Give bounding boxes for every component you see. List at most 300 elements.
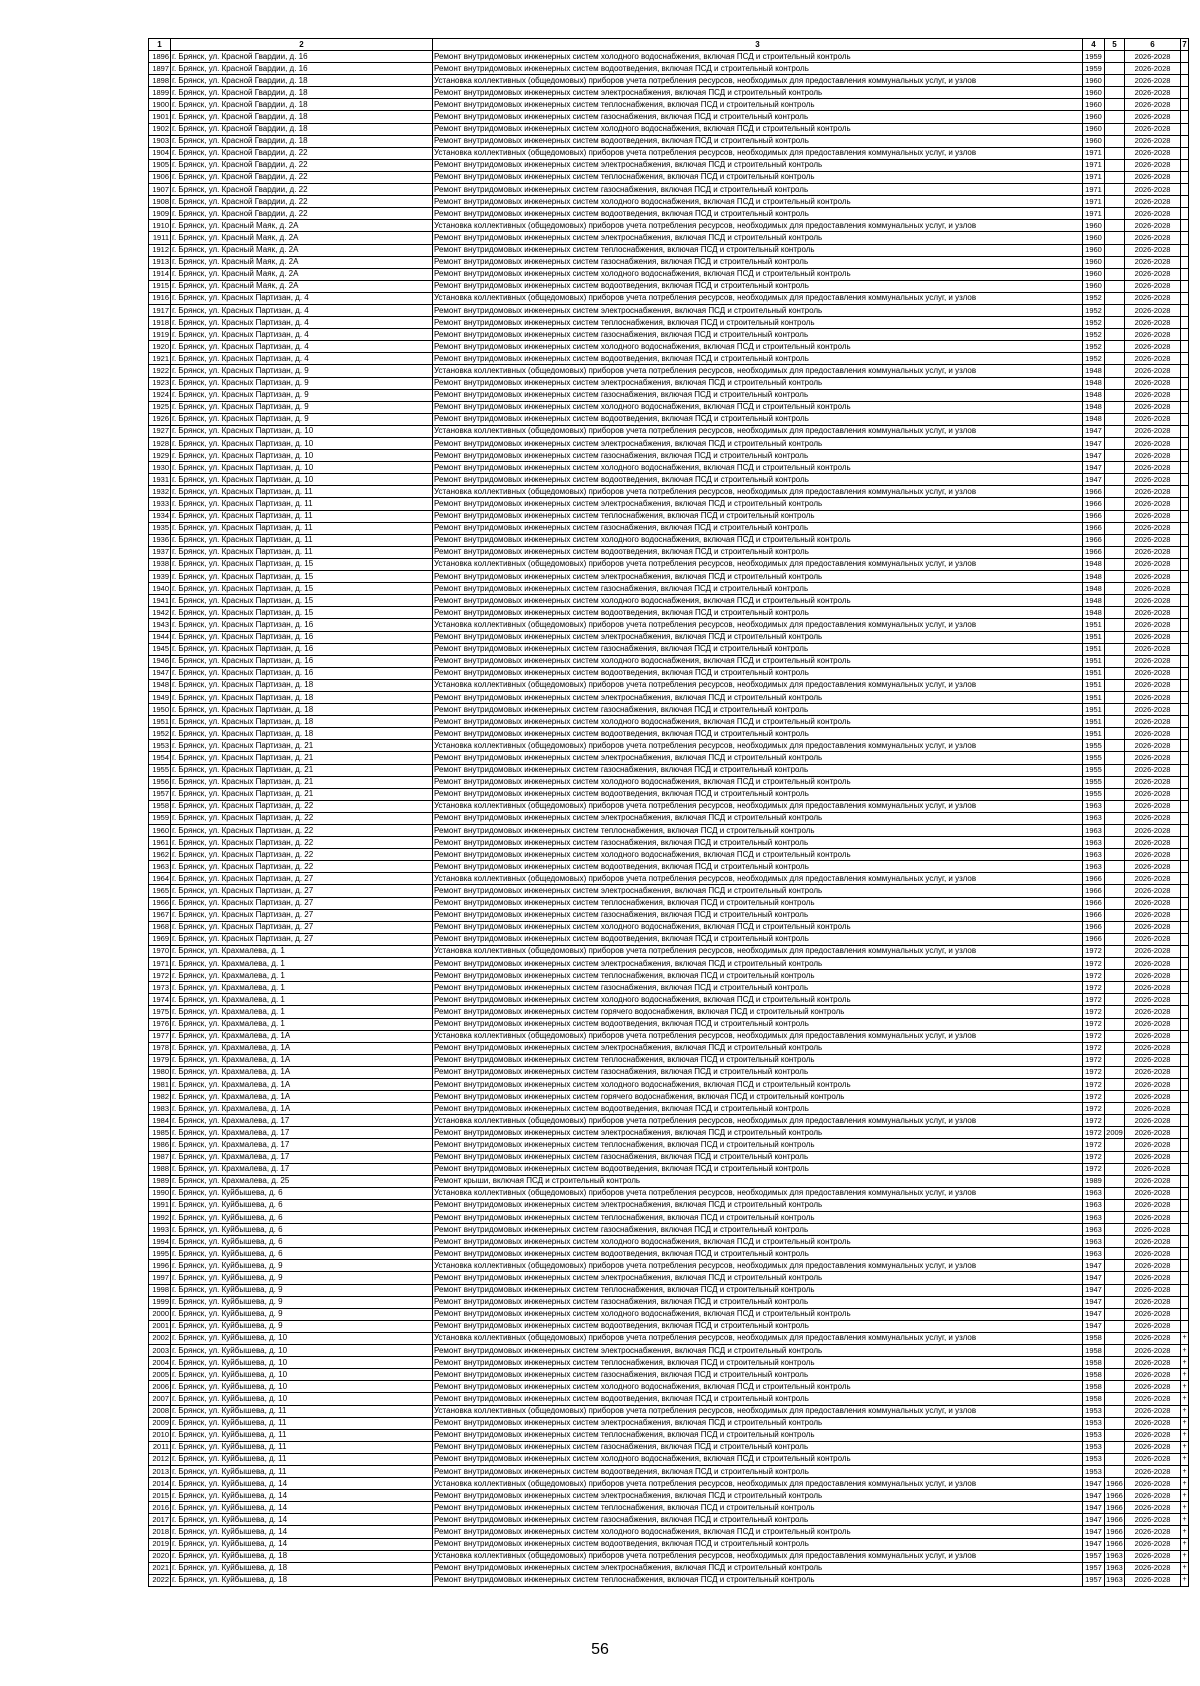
table-row [149,1212,1189,1224]
row-repair-year [1105,1054,1125,1066]
row-repair-year: 1963 [1105,1562,1125,1574]
row-repair-year [1105,885,1125,897]
row-period: 2026-2028 [1125,776,1181,788]
row-period: 2026-2028 [1125,268,1181,280]
row-address: г. Брянск, ул. Красный Маяк, д. 2А [171,220,433,232]
row-repair-year [1105,595,1125,607]
row-repair-year [1105,558,1125,570]
row-mark [1181,1199,1189,1211]
row-address: г. Брянск, ул. Красной Гвардии, д. 22 [171,184,433,196]
row-period: 2026-2028 [1125,401,1181,413]
row-work-type: Ремонт внутридомовых инженерных систем газоснабжения, включая ПСД и строительный контроль [433,329,1083,341]
row-work-type: Установка коллективных (общедомовых) приборов учета потребления ресурсов, необходимых для предоставления коммунальных услуг, и узлов [433,619,1083,631]
table-row [149,1453,1189,1465]
row-mark [1181,1030,1189,1042]
row-repair-year [1105,1151,1125,1163]
row-repair-year [1105,1091,1125,1103]
table-row [149,1574,1189,1586]
row-address: г. Брянск, ул. Красных Партизан, д. 10 [171,462,433,474]
row-period: 2026-2028 [1125,171,1181,183]
table-row [149,716,1189,728]
row-number: 1996 [149,1260,171,1272]
col-header-4: 4 [1083,39,1105,51]
row-number: 1999 [149,1296,171,1308]
row-build-year: 1963 [1083,825,1105,837]
row-number: 2016 [149,1502,171,1514]
row-number: 1960 [149,825,171,837]
table-row [149,147,1189,159]
row-mark [1181,99,1189,111]
row-work-type: Ремонт внутридомовых инженерных систем газоснабжения, включая ПСД и строительный контроль [433,1369,1083,1381]
row-repair-year [1105,1272,1125,1284]
table-row [149,704,1189,716]
row-repair-year [1105,111,1125,123]
row-work-type: Ремонт внутридомовых инженерных систем газоснабжения, включая ПСД и строительный контроль [433,837,1083,849]
table-row [149,812,1189,824]
row-work-type: Ремонт внутридомовых инженерных систем теплоснабжения, включая ПСД и строительный контроль [433,970,1083,982]
row-mark [1181,1248,1189,1260]
row-build-year: 1960 [1083,123,1105,135]
row-period: 2026-2028 [1125,1465,1181,1477]
table-row [149,1272,1189,1284]
row-address: г. Брянск, ул. Куйбышева, д. 9 [171,1260,433,1272]
row-number: 1984 [149,1115,171,1127]
row-work-type: Ремонт внутридомовых инженерных систем электроснабжения, включая ПСД и строительный контроль [433,1490,1083,1502]
row-number: 1944 [149,631,171,643]
row-repair-year [1105,921,1125,933]
row-number: 1992 [149,1212,171,1224]
row-address: г. Брянск, ул. Красной Гвардии, д. 22 [171,147,433,159]
row-period: 2026-2028 [1125,1030,1181,1042]
row-work-type: Ремонт внутридомовых инженерных систем газоснабжения, включая ПСД и строительный контроль [433,1514,1083,1526]
row-mark: + [1181,1429,1189,1441]
row-work-type: Установка коллективных (общедомовых) приборов учета потребления ресурсов, необходимых для предоставления коммунальных услуг, и узлов [433,1260,1083,1272]
row-repair-year [1105,1187,1125,1199]
row-build-year: 1947 [1083,1538,1105,1550]
row-repair-year [1105,1429,1125,1441]
row-work-type: Ремонт внутридомовых инженерных систем водоотведения, включая ПСД и строительный контроль [433,1248,1083,1260]
row-period: 2026-2028 [1125,1417,1181,1429]
table-row [149,691,1189,703]
row-build-year: 1972 [1083,1066,1105,1078]
row-number: 1953 [149,740,171,752]
row-number: 1975 [149,1006,171,1018]
row-work-type: Установка коллективных (общедомовых) приборов учета потребления ресурсов, необходимых для предоставления коммунальных услуг, и узлов [433,1332,1083,1344]
table-row [149,1308,1189,1320]
row-address: г. Брянск, ул. Красных Партизан, д. 4 [171,329,433,341]
row-number: 1991 [149,1199,171,1211]
row-repair-year [1105,897,1125,909]
row-repair-year [1105,764,1125,776]
row-build-year: 1948 [1083,583,1105,595]
row-build-year: 1952 [1083,317,1105,329]
row-build-year: 1971 [1083,171,1105,183]
row-address: г. Брянск, ул. Красных Партизан, д. 15 [171,558,433,570]
table-row [149,389,1189,401]
row-address: г. Брянск, ул. Куйбышева, д. 11 [171,1417,433,1429]
row-build-year: 1952 [1083,292,1105,304]
row-address: г. Брянск, ул. Красных Партизан, д. 21 [171,788,433,800]
row-build-year: 1957 [1083,1562,1105,1574]
row-build-year: 1971 [1083,196,1105,208]
row-period: 2026-2028 [1125,75,1181,87]
table-row [149,1405,1189,1417]
row-address: г. Брянск, ул. Куйбышева, д. 9 [171,1284,433,1296]
row-mark [1181,679,1189,691]
row-period: 2026-2028 [1125,958,1181,970]
row-work-type: Ремонт внутридомовых инженерных систем холодного водоснабжения, включая ПСД и строительный контроль [433,1308,1083,1320]
table-row [149,1115,1189,1127]
row-build-year: 1951 [1083,728,1105,740]
row-mark [1181,280,1189,292]
row-work-type: Ремонт внутридомовых инженерных систем электроснабжения, включая ПСД и строительный контроль [433,752,1083,764]
row-mark [1181,1115,1189,1127]
row-period: 2026-2028 [1125,1163,1181,1175]
table-row [149,764,1189,776]
row-mark [1181,304,1189,316]
row-repair-year: 1966 [1105,1514,1125,1526]
row-build-year: 1947 [1083,425,1105,437]
row-repair-year [1105,1308,1125,1320]
row-build-year: 1972 [1083,1139,1105,1151]
row-mark [1181,1260,1189,1272]
row-period: 2026-2028 [1125,812,1181,824]
col-header-5: 5 [1105,39,1125,51]
row-number: 1918 [149,317,171,329]
row-mark [1181,595,1189,607]
row-mark [1181,982,1189,994]
row-mark [1181,1054,1189,1066]
row-build-year: 1963 [1083,1187,1105,1199]
row-period: 2026-2028 [1125,1429,1181,1441]
row-address: г. Брянск, ул. Куйбышева, д. 18 [171,1562,433,1574]
row-build-year: 1966 [1083,909,1105,921]
row-number: 1939 [149,571,171,583]
row-mark [1181,329,1189,341]
table-row [149,171,1189,183]
row-number: 1963 [149,861,171,873]
row-repair-year [1105,873,1125,885]
row-number: 1955 [149,764,171,776]
row-build-year: 1966 [1083,534,1105,546]
row-repair-year [1105,292,1125,304]
row-number: 1969 [149,933,171,945]
row-repair-year [1105,196,1125,208]
row-repair-year [1105,450,1125,462]
row-work-type: Ремонт внутридомовых инженерных систем электроснабжения, включая ПСД и строительный контроль [433,1199,1083,1211]
row-repair-year: 1966 [1105,1502,1125,1514]
table-row [149,1490,1189,1502]
row-period: 2026-2028 [1125,232,1181,244]
row-repair-year [1105,933,1125,945]
row-period: 2026-2028 [1125,244,1181,256]
row-address: г. Брянск, ул. Куйбышева, д. 11 [171,1405,433,1417]
row-number: 1958 [149,800,171,812]
row-repair-year: 1966 [1105,1490,1125,1502]
row-work-type: Ремонт крыши, включая ПСД и строительный контроль [433,1175,1083,1187]
row-address: г. Брянск, ул. Крахмалева, д. 1А [171,1091,433,1103]
row-address: г. Брянск, ул. Красных Партизан, д. 27 [171,885,433,897]
row-work-type: Ремонт внутридомовых инженерных систем теплоснабжения, включая ПСД и строительный контроль [433,1574,1083,1586]
row-repair-year [1105,438,1125,450]
row-mark [1181,1272,1189,1284]
row-number: 1896 [149,51,171,63]
row-repair-year [1105,232,1125,244]
row-period: 2026-2028 [1125,1115,1181,1127]
row-build-year: 1966 [1083,510,1105,522]
row-repair-year [1105,498,1125,510]
row-mark [1181,873,1189,885]
row-period: 2026-2028 [1125,885,1181,897]
row-address: г. Брянск, ул. Крахмалева, д. 17 [171,1127,433,1139]
row-period: 2026-2028 [1125,486,1181,498]
row-mark [1181,619,1189,631]
row-address: г. Брянск, ул. Куйбышева, д. 10 [171,1369,433,1381]
row-mark [1181,933,1189,945]
row-address: г. Брянск, ул. Красных Партизан, д. 9 [171,377,433,389]
table-row [149,534,1189,546]
row-work-type: Ремонт внутридомовых инженерных систем горячего водоснабжения, включая ПСД и строительный контроль [433,1091,1083,1103]
row-build-year: 1972 [1083,1103,1105,1115]
row-period: 2026-2028 [1125,861,1181,873]
row-period: 2026-2028 [1125,1054,1181,1066]
row-mark [1181,353,1189,365]
row-period: 2026-2028 [1125,933,1181,945]
row-address: г. Брянск, ул. Красных Партизан, д. 4 [171,304,433,316]
row-period: 2026-2028 [1125,655,1181,667]
row-number: 1917 [149,304,171,316]
row-work-type: Установка коллективных (общедомовых) приборов учета потребления ресурсов, необходимых для предоставления коммунальных услуг, и узлов [433,1405,1083,1417]
row-number: 1924 [149,389,171,401]
row-period: 2026-2028 [1125,1018,1181,1030]
row-number: 1951 [149,716,171,728]
row-address: г. Брянск, ул. Красных Партизан, д. 9 [171,413,433,425]
table-row [149,220,1189,232]
row-build-year: 1972 [1083,958,1105,970]
row-period: 2026-2028 [1125,1526,1181,1538]
row-period: 2026-2028 [1125,329,1181,341]
row-mark [1181,87,1189,99]
row-mark [1181,583,1189,595]
row-repair-year [1105,208,1125,220]
row-work-type: Ремонт внутридомовых инженерных систем холодного водоснабжения, включая ПСД и строительный контроль [433,655,1083,667]
row-number: 2020 [149,1550,171,1562]
row-address: г. Брянск, ул. Куйбышева, д. 10 [171,1381,433,1393]
row-repair-year [1105,1163,1125,1175]
row-build-year: 1972 [1083,1054,1105,1066]
row-build-year: 1947 [1083,462,1105,474]
row-address: г. Брянск, ул. Куйбышева, д. 14 [171,1526,433,1538]
row-mark [1181,788,1189,800]
row-number: 1956 [149,776,171,788]
row-work-type: Ремонт внутридомовых инженерных систем водоотведения, включая ПСД и строительный контроль [433,667,1083,679]
row-build-year: 1948 [1083,389,1105,401]
row-address: г. Брянск, ул. Крахмалева, д. 1А [171,1103,433,1115]
row-work-type: Ремонт внутридомовых инженерных систем водоотведения, включая ПСД и строительный контроль [433,933,1083,945]
row-repair-year [1105,1212,1125,1224]
row-number: 2012 [149,1453,171,1465]
row-mark [1181,1308,1189,1320]
row-build-year: 1953 [1083,1417,1105,1429]
row-work-type: Ремонт внутридомовых инженерных систем теплоснабжения, включая ПСД и строительный контроль [433,897,1083,909]
row-mark: + [1181,1417,1189,1429]
row-period: 2026-2028 [1125,1042,1181,1054]
row-work-type: Ремонт внутридомовых инженерных систем газоснабжения, включая ПСД и строительный контроль [433,1441,1083,1453]
row-address: г. Брянск, ул. Куйбышева, д. 6 [171,1224,433,1236]
row-build-year: 1947 [1083,1478,1105,1490]
row-repair-year [1105,413,1125,425]
row-mark [1181,1224,1189,1236]
row-period: 2026-2028 [1125,1320,1181,1332]
row-work-type: Установка коллективных (общедомовых) приборов учета потребления ресурсов, необходимых для предоставления коммунальных услуг, и узлов [433,1030,1083,1042]
table-row [149,474,1189,486]
row-build-year: 1955 [1083,740,1105,752]
row-build-year: 1958 [1083,1381,1105,1393]
row-build-year: 1960 [1083,256,1105,268]
row-number: 1943 [149,619,171,631]
row-period: 2026-2028 [1125,196,1181,208]
row-number: 2002 [149,1332,171,1344]
row-build-year: 1948 [1083,595,1105,607]
row-repair-year [1105,1405,1125,1417]
row-build-year: 1947 [1083,474,1105,486]
row-build-year: 1948 [1083,377,1105,389]
row-repair-year [1105,1284,1125,1296]
row-repair-year [1105,1139,1125,1151]
table-row [149,825,1189,837]
table-row [149,365,1189,377]
row-mark [1181,474,1189,486]
row-address: г. Брянск, ул. Красных Партизан, д. 18 [171,716,433,728]
table-row [149,921,1189,933]
row-address: г. Брянск, ул. Красной Гвардии, д. 16 [171,51,433,63]
row-mark [1181,486,1189,498]
row-repair-year [1105,401,1125,413]
row-number: 1968 [149,921,171,933]
table-row [149,1465,1189,1477]
row-number: 1935 [149,522,171,534]
row-repair-year [1105,1042,1125,1054]
row-number: 1901 [149,111,171,123]
table-row [149,655,1189,667]
row-repair-year [1105,341,1125,353]
row-repair-year [1105,1357,1125,1369]
row-repair-year [1105,159,1125,171]
row-address: г. Брянск, ул. Крахмалева, д. 17 [171,1139,433,1151]
row-address: г. Брянск, ул. Куйбышева, д. 6 [171,1236,433,1248]
row-build-year: 1971 [1083,208,1105,220]
row-number: 1995 [149,1248,171,1260]
row-repair-year [1105,353,1125,365]
row-period: 2026-2028 [1125,1502,1181,1514]
row-mark: + [1181,1502,1189,1514]
table-row [149,1054,1189,1066]
row-build-year: 1955 [1083,788,1105,800]
row-address: г. Брянск, ул. Красный Маяк, д. 2А [171,244,433,256]
table-row [149,196,1189,208]
row-work-type: Ремонт внутридомовых инженерных систем электроснабжения, включая ПСД и строительный контроль [433,1562,1083,1574]
row-period: 2026-2028 [1125,184,1181,196]
row-build-year: 1960 [1083,135,1105,147]
table-row [149,244,1189,256]
row-period: 2026-2028 [1125,728,1181,740]
row-build-year: 1951 [1083,643,1105,655]
row-address: г. Брянск, ул. Красных Партизан, д. 10 [171,450,433,462]
row-address: г. Брянск, ул. Красный Маяк, д. 2А [171,280,433,292]
row-mark [1181,825,1189,837]
table-row [149,1429,1189,1441]
row-address: г. Брянск, ул. Куйбышева, д. 14 [171,1502,433,1514]
row-build-year: 1951 [1083,667,1105,679]
row-period: 2026-2028 [1125,208,1181,220]
table-row [149,873,1189,885]
row-work-type: Ремонт внутридомовых инженерных систем электроснабжения, включая ПСД и строительный контроль [433,1417,1083,1429]
column-number-header-row [149,39,1189,51]
row-work-type: Ремонт внутридомовых инженерных систем электроснабжения, включая ПСД и строительный контроль [433,1127,1083,1139]
row-address: г. Брянск, ул. Красных Партизан, д. 4 [171,292,433,304]
row-work-type: Установка коллективных (общедомовых) приборов учета потребления ресурсов, необходимых для предоставления коммунальных услуг, и узлов [433,425,1083,437]
row-work-type: Ремонт внутридомовых инженерных систем холодного водоснабжения, включая ПСД и строительный контроль [433,401,1083,413]
row-number: 1962 [149,849,171,861]
table-row [149,1381,1189,1393]
row-period: 2026-2028 [1125,147,1181,159]
row-repair-year [1105,365,1125,377]
row-mark [1181,1018,1189,1030]
row-mark [1181,341,1189,353]
row-build-year: 1960 [1083,75,1105,87]
table-row [149,522,1189,534]
table-row [149,1018,1189,1030]
row-period: 2026-2028 [1125,546,1181,558]
row-work-type: Ремонт внутридомовых инженерных систем водоотведения, включая ПСД и строительный контроль [433,413,1083,425]
row-address: г. Брянск, ул. Куйбышева, д. 9 [171,1320,433,1332]
table-row [149,752,1189,764]
row-mark [1181,1212,1189,1224]
row-address: г. Брянск, ул. Красных Партизан, д. 21 [171,776,433,788]
row-build-year: 1960 [1083,87,1105,99]
row-period: 2026-2028 [1125,583,1181,595]
row-work-type: Ремонт внутридомовых инженерных систем водоотведения, включая ПСД и строительный контроль [433,1465,1083,1477]
row-number: 1932 [149,486,171,498]
row-work-type: Ремонт внутридомовых инженерных систем водоотведения, включая ПСД и строительный контроль [433,546,1083,558]
row-build-year: 1971 [1083,159,1105,171]
row-work-type: Ремонт внутридомовых инженерных систем теплоснабжения, включая ПСД и строительный контроль [433,99,1083,111]
row-mark: + [1181,1465,1189,1477]
row-mark [1181,1139,1189,1151]
row-address: г. Брянск, ул. Крахмалева, д. 17 [171,1115,433,1127]
row-address: г. Брянск, ул. Красный Маяк, д. 2А [171,256,433,268]
col-header-1: 1 [149,39,171,51]
row-mark [1181,1091,1189,1103]
row-repair-year [1105,1417,1125,1429]
row-mark [1181,317,1189,329]
row-period: 2026-2028 [1125,643,1181,655]
row-period: 2026-2028 [1125,1514,1181,1526]
row-repair-year [1105,425,1125,437]
table-row [149,933,1189,945]
row-number: 2021 [149,1562,171,1574]
row-number: 1926 [149,413,171,425]
row-mark [1181,244,1189,256]
col-header-7: 7 [1182,39,1187,49]
table-row [149,595,1189,607]
row-number: 1949 [149,691,171,703]
row-address: г. Брянск, ул. Красных Партизан, д. 11 [171,510,433,522]
row-address: г. Брянск, ул. Красных Партизан, д. 10 [171,425,433,437]
row-build-year: 1953 [1083,1441,1105,1453]
row-period: 2026-2028 [1125,1248,1181,1260]
table-row [149,728,1189,740]
